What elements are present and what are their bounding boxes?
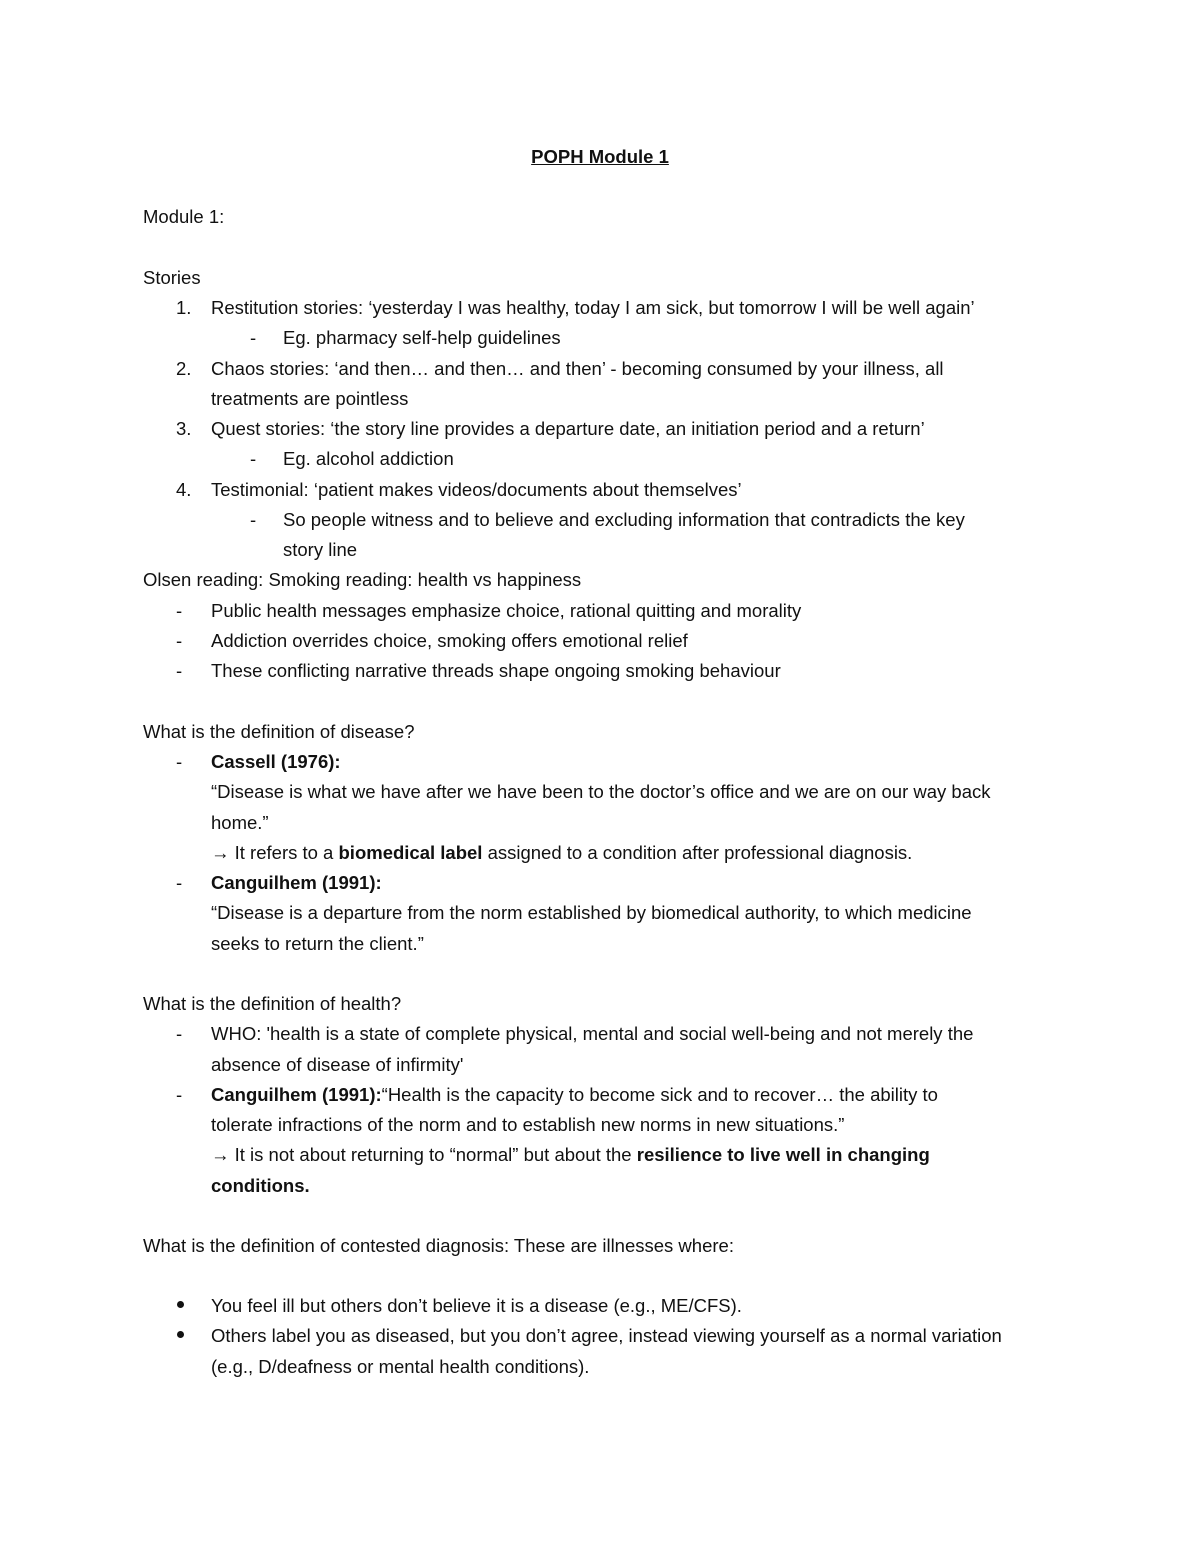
story-item: Testimonial: ‘patient makes videos/documents about themselves’ [211, 479, 742, 500]
canguilhem-health-continued: tolerate infractions of the norm and to establish new norms in new situations.” [211, 1114, 845, 1135]
story-number: 4. [176, 479, 192, 500]
canguilhem-health: Canguilhem (1991):“Health is the capacity to become sick and to recover… the ability to [211, 1084, 938, 1105]
bullet-dash: - [176, 1023, 183, 1044]
canguilhem-health-note: → It is not about returning to “normal” but about the resilience to live well in changing [211, 1144, 930, 1165]
canguilhem-health-note-continued: conditions. [211, 1175, 310, 1196]
canguilhem-disease-quote-continued: seeks to return the client.” [211, 933, 424, 954]
story-sub-item: Eg. alcohol addiction [283, 448, 454, 469]
canguilhem-disease-name: Canguilhem (1991): [211, 872, 382, 893]
module-heading: Module 1: [143, 206, 225, 227]
olsen-point: These conflicting narrative threads shape ongoing smoking behaviour [211, 660, 781, 681]
story-sub-item: Eg. pharmacy self-help guidelines [283, 327, 561, 348]
disease-question: What is the definition of disease? [143, 721, 415, 742]
cassell-name: Cassell (1976): [211, 751, 341, 772]
bullet-dash: - [176, 630, 183, 651]
story-item: Restitution stories: ‘yesterday I was healthy, today I am sick, but tomorrow I will be well again’ [211, 297, 975, 318]
story-item: Chaos stories: ‘and then… and then… and then’ - becoming consumed by your illness, all [211, 358, 944, 379]
story-sub-dash: - [250, 448, 257, 469]
story-number: 2. [176, 358, 192, 379]
bullet-dot [177, 1301, 184, 1308]
bullet-dot [177, 1331, 184, 1338]
story-item-continued: treatments are pointless [211, 388, 409, 409]
contested-bullet: You feel ill but others don’t believe it is a disease (e.g., ME/CFS). [211, 1295, 742, 1316]
canguilhem-disease-quote: “Disease is a departure from the norm established by biomedical authority, to which medicine [211, 902, 972, 923]
story-item: Quest stories: ‘the story line provides a departure date, an initiation period and a return’ [211, 418, 925, 439]
who-definition: WHO: 'health is a state of complete physical, mental and social well-being and not merely the [211, 1023, 974, 1044]
cassell-note: → It refers to a biomedical label assigned to a condition after professional diagnosis. [211, 842, 913, 863]
story-number: 1. [176, 297, 192, 318]
who-definition-continued: absence of disease of infirmity' [211, 1054, 464, 1075]
cassell-quote-continued: home.” [211, 812, 269, 833]
olsen-point: Public health messages emphasize choice, rational quitting and morality [211, 600, 802, 621]
bullet-dash: - [176, 660, 183, 681]
story-sub-item: So people witness and to believe and excluding information that contradicts the key [283, 509, 965, 530]
contested-bullet-continued: (e.g., D/deafness or mental health conditions). [211, 1356, 590, 1377]
page-title: POPH Module 1 [531, 146, 669, 167]
cassell-quote: “Disease is what we have after we have been to the doctor’s office and we are on our way back [211, 781, 991, 802]
bullet-dash: - [176, 751, 183, 772]
story-sub-dash: - [250, 327, 257, 348]
contested-bullet: Others label you as diseased, but you don’t agree, instead viewing yourself as a normal variation [211, 1325, 1002, 1346]
health-question: What is the definition of health? [143, 993, 402, 1014]
bullet-dash: - [176, 600, 183, 621]
story-sub-item-continued: story line [283, 539, 358, 560]
olsen-point: Addiction overrides choice, smoking offers emotional relief [211, 630, 688, 651]
olsen-heading: Olsen reading: Smoking reading: health vs happiness [143, 569, 582, 590]
bullet-dash: - [176, 1084, 183, 1105]
story-number: 3. [176, 418, 192, 439]
stories-heading: Stories [143, 267, 201, 288]
bullet-dash: - [176, 872, 183, 893]
contested-question: What is the definition of contested diagnosis: These are illnesses where: [143, 1235, 734, 1256]
story-sub-dash: - [250, 509, 257, 530]
